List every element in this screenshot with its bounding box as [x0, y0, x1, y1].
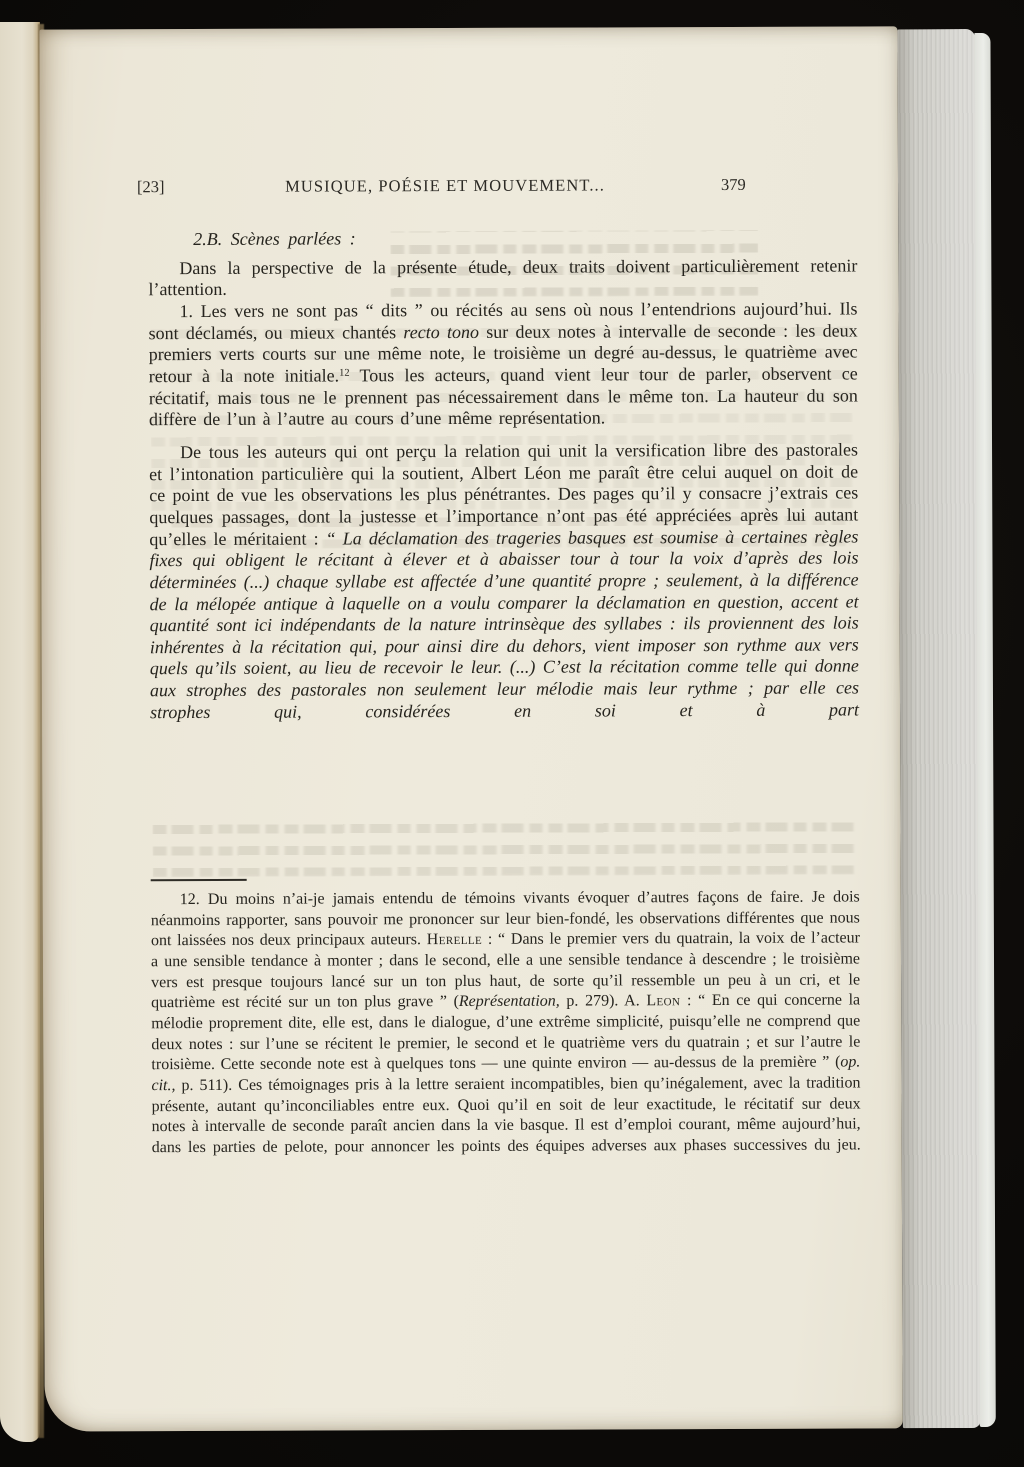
header-title: MUSIQUE, POÉSIE ET MOUVEMENT... [285, 175, 606, 196]
page-number: 379 [720, 174, 746, 194]
header-bracket-number: [23] [136, 177, 165, 197]
book-page [39, 26, 902, 1431]
running-header [40, 174, 898, 201]
body-text [148, 226, 859, 723]
fore-edge-pages [897, 29, 980, 1428]
body-paragraph: 1. Les vers ne sont pas “ dits ” ou récités au sens où nous l’entendrions aujourd’hui. Ils sont déclamés, ou mieux chantés recto tono sur deux notes à intervalle de seconde : les deux premiers verts courts sur une même note, le troisième un degré au-dessus, le quatrième avec retour à la note initiale.$^{12}$ Tous les acteurs, quand vient leur tour de parler, observent ce récitatif, mais tous ne le prennent pas nécessairement dans le même ton. La hauteur du son diffère de l’un à l’autre au cours d’une même représentation. [148, 298, 858, 430]
footnote: 12. Du moins n’ai-je jamais entendu de témoins vivants évoquer d’autres façons de faire. Je dois néanmoins rapporter, sans pouvoir me prononcer sur leur bien-fondé, les observations différentes que nous ont laissées nos deux principaux auteurs. Herelle : “ Dans le premier vers du quatrain, la voix de l’acteur a une sensible tendance à monter ; dans le second, elle a une sensible tendance à descendre ; le troisième vers est presque toujours lancé sur un ton plus haut, de sorte qu’il ressemble un peu à un cri, et le quatrième est récité sur un ton plus grave ” (Représentation, p. 279). A. Leon : “ En ce qui concerne la mélodie proprement dite, elle est, dans le dialogue, d’une extrême simplicité, puisqu’elle ne comprend que deux notes : sur l’une se récitent le premier, le second et le quatrième vers du quatrain ; et sur l’autre le troisième. Cette seconde note est à quelques tons — une quinte environ — au-dessus de la première ” (op. cit., p. 511). Ces témoignages pris à la lettre seraient incompatibles, bien qu’inégalement, avec la tradition présente, autant qu’inconciliables entre eux. Quoi qu’il en soit de leur exactitude, le récitatif sur deux notes à intervalle de seconde paraît ancien dans la vie basque. Il est d’emploi courant, même aujourd’hui, dans les parties de pelote, pour annoncer les points des équipes adverses aux phases successives du jeu. [150, 888, 861, 1157]
bleed-through-texture [152, 814, 858, 877]
footnote-rule [151, 879, 247, 881]
body-paragraph: Dans la perspective de la présente étude, deux traits doivent particulièrement retenir l’attention. [148, 255, 858, 300]
section-heading: 2.B. Scènes parlées : [193, 228, 356, 250]
body-paragraph: De tous les auteurs qui ont perçu la relation qui unit la versification libre des pastorales et l’intonation particulière qui la soutient, Albert Léon me paraît être celui auquel on doit de ce point de vue les observations les plus pénétrantes. Des pages qu’il y consacre j’extrais ces quelques passages, dont la justesse et l’importance n’ont pas été appréciées après lui autant qu’elles le méritaient : “ La déclamation des trageries basques est soumise à certaines règles fixes qui obligent le récitant à élever et à abaisser tour à tour la voix d’après des lois déterminées (...) chaque syllabe est affectée d’une quantité propre ; seulement, à la différence de la mélopée antique à laquelle on a voulu comparer la déclamation en question, accent et quantité sont ici indépendants de la nature intrinsèque des syllabes : ils proviennent des lois inhérentes à la récitation qui, pour ainsi dire du dehors, vient imposer son rythme aux vers quels qu’ils soient, au lieu de recevoir le leur. (...) C’est la récitation comme telle qui donne aux strophes des pastorales non seulement leur mélodie mais leur rythme ; par elle ces strophes qui, considérées en soi et à part [149, 439, 860, 722]
